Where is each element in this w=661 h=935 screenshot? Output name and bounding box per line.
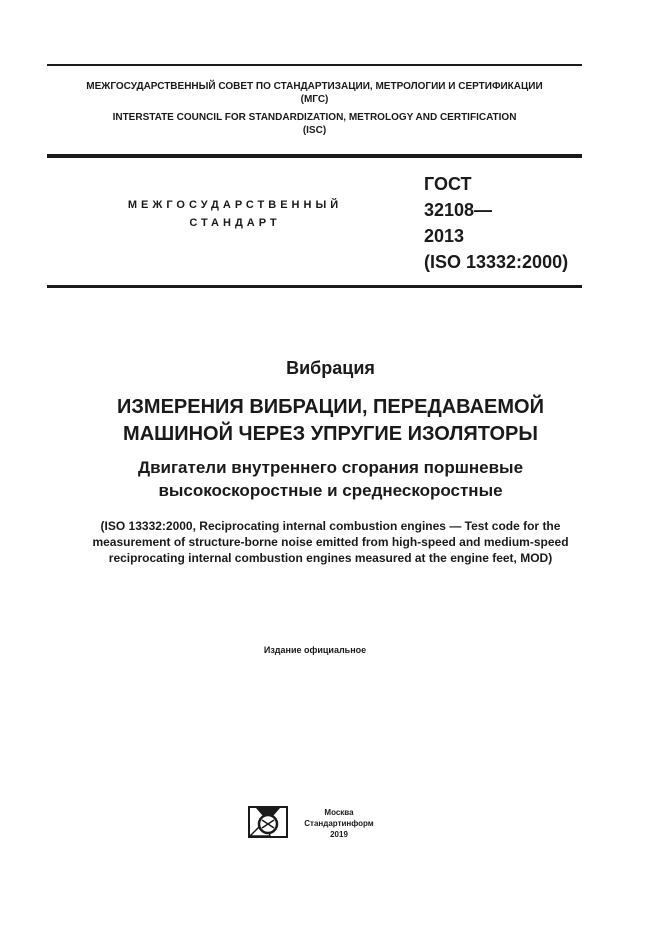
publisher-name: Стандартинформ (304, 819, 374, 828)
gost-line4: (ISO 13332:2000) (424, 252, 569, 272)
subtitle-line2: высокоскоростные и среднескоростные (158, 481, 503, 500)
subtitle-line1: Двигатели внутреннего сгорания поршневые (137, 458, 524, 477)
edition-label: Издание официальное (263, 645, 367, 655)
council-en-line1: INTERSTATE COUNCIL FOR STANDARDIZATION, METROLOGY AND CERTIFICATION (112, 112, 517, 123)
iso-ref-line3: reciprocating internal combustion engines measured at the engine feet, MOD) (108, 551, 553, 565)
gost-designation (424, 171, 614, 275)
top-rule (47, 64, 582, 66)
council-en-line2: (ISC) (302, 125, 327, 136)
title-main-line1: ИЗМЕРЕНИЯ ВИБРАЦИИ, ПЕРЕДАВАЕМОЙ (117, 396, 544, 418)
iso-ref-line2: measurement of structure-borne noise emitted from high-speed and medium-speed (92, 535, 569, 549)
publisher-year: 2019 (330, 830, 348, 839)
gost-line1: ГОСТ (424, 174, 472, 194)
standard-type (110, 196, 360, 232)
iso-ref-line1: (ISO 13332:2000, Reciprocating internal combustion engines — Test code for the (100, 519, 561, 533)
council-ru-line2: (МГС) (300, 94, 329, 105)
title-main-line2: МАШИНОЙ ЧЕРЕЗ УПРУГИЕ ИЗОЛЯТОРЫ (123, 423, 538, 445)
publisher-info (294, 807, 384, 840)
gost-line3: 2013 (424, 226, 465, 246)
logo-svg (248, 806, 288, 838)
standartinform-logo-icon (248, 806, 288, 838)
standard-type-line2: СТАНДАРТ (189, 217, 281, 229)
title-area (40, 358, 621, 566)
title-category: Вибрация (286, 358, 375, 378)
council-header (47, 80, 582, 137)
header-thick-rule (47, 154, 582, 158)
gost-line2: 32108— (424, 200, 493, 220)
designation-rule (47, 285, 582, 288)
standard-type-line1: МЕЖГОСУДАРСТВЕННЫЙ (127, 199, 343, 211)
council-ru-line1: МЕЖГОСУДАРСТВЕННЫЙ СОВЕТ ПО СТАНДАРТИЗАЦИИ, МЕТРОЛОГИИ И СЕРТИФИКАЦИИ (86, 81, 543, 92)
publisher-city: Москва (324, 808, 354, 817)
